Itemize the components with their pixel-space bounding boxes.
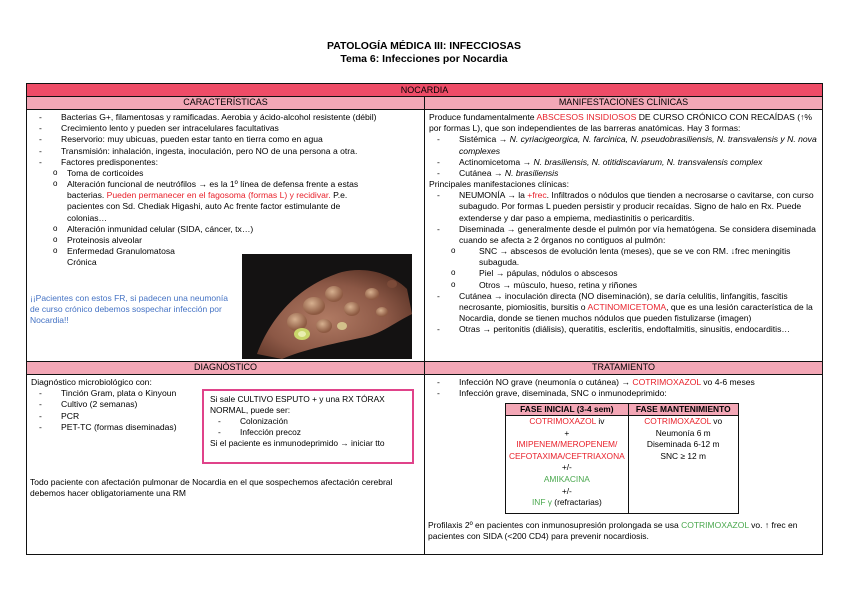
manifestaciones-cell [425,110,822,362]
list-item: - Tinción Gram, plata o Kinyoun [31,388,420,399]
callout-intro: Si sale CULTIVO ESPUTO + y una RX TÓRAX NORMAL, puede ser: [210,394,385,415]
callout-list [210,416,406,438]
list-item: - Reservorio: muy ubicuas, pueden estar tanto en tierra como en agua [31,134,420,145]
fr-warning-note: ¡¡Pacientes con estos FR, si padecen una neumonía de curso crónico debemos sospechar infección por Nocardia!! [30,293,228,326]
list-item: - Sistémica → N. cyriacigeorgica, N. farcinica, N. pseudobrasiliensis, N. transvalensis y N. nova complexes [429,134,818,156]
tratamiento-list [429,377,818,399]
list-item: - Infección precoz [210,427,406,438]
list-item: - Colonización [210,416,406,427]
nocardia-header: NOCARDIA [27,84,822,97]
list-item: - Cultivo (2 semanas) [31,399,420,410]
factores-label: Factores predisponentes: [61,156,158,167]
manifestaciones-intro: Produce fundamentalmente ABSCESOS INSIDIOSOS DE CURSO CRÓNICO CON RECAÍDAS (↑% por formas L), que son independientes de las barreras anatómicas. Hay 3 formas: [429,112,813,134]
mant-neumonia: Neumonía 6 m [655,427,711,438]
esputo-callout-box [202,389,414,464]
diagnostico-final-note: Todo paciente con afectación pulmonar de Nocardia en el que sospechemos afectación cerebral debemos hacer obligatoriamente una RM [30,477,393,499]
phase-inicial-cell [506,416,629,514]
document-subtitle: Tema 6: Infecciones por Nocardia [340,53,508,65]
list-item: o Toma de corticoides [31,168,420,179]
list-item: - NEUMONÍA → la +frec. Infiltrados o nódulos que tienden a necrosarse o cavitarse, con curso subagudo. Por formas L pueden persistir y producir recaídas. Signo de halo en Rx. Puede extenderse y dar paso a empiema, mediastinitis o pericarditis. [429,190,818,224]
caracteristicas-header: CARACTERÍSTICAS [27,97,425,110]
tratamiento-header: TRATAMIENTO [425,362,822,375]
diseminada-sub-list [429,246,818,291]
list-item: o Otros → músculo, hueso, retina y riñones [429,280,818,291]
list-item: - Cutánea → N. brasiliensis [429,168,818,179]
foot-actinomycetoma-image [242,254,412,359]
list-item: - Transmisión: inhalación, ingesta, inoculación, pero NO de una persona a otra. [31,146,420,157]
inicial-plus: + [564,427,570,438]
phase-header-inicial: FASE INICIAL (3-4 sem) [506,404,629,416]
phase-header-mantenimiento: FASE MANTENIMIENTO [628,404,738,416]
list-item: - PCR [31,411,420,422]
inicial-cotrimoxazol: COTRIMOXAZOL iv [529,416,605,426]
inicial-imipenem: IMIPENEM/MEROPENEM/ CEFOTAXIMA/CEFTRIAXONA [509,439,625,461]
list-item: - PET-TC (formas diseminadas) [31,422,420,433]
list-item: - Diseminada → generalmente desde el pulmón por vía hematógena. Se considera diseminada cuando se afecta ≥ 2 órganos no contiguos al pulmón: o SNC → abscesos de evolución lenta (meses), que se ve con RM. ↓frec meningitis subaguda. o Piel → pápulas, nódulos o abscesos o Otros → músculo, hueso, retina y riñones [429,224,818,291]
treatment-phases-table [505,403,739,514]
inicial-amikacina: AMIKACINA [543,473,590,484]
document-header [0,40,848,66]
mant-diseminada: Diseminada 6-12 m [646,439,720,450]
list-item: o SNC → abscesos de evolución lenta (meses), que se ve con RM. ↓frec meningitis subaguda. [429,246,818,268]
list-item: o Enfermedad Granulomatosa Crónica [31,246,201,268]
principales-label: Principales manifestaciones clínicas: [429,179,569,190]
list-item: - Bacterias G+, filamentosas y ramificadas. Aerobia y ácido-alcohol resistente (débil) [31,112,420,123]
phase-mantenimiento-cell [628,416,738,514]
inicial-inf: INF γ (refractarias) [531,497,602,508]
callout-outro: Si el paciente es inmunodeprimido → iniciar tto [210,437,385,448]
foot-lesion-picture [242,254,412,359]
list-item [31,157,420,269]
list-item: - Infección NO grave (neumonía o cutánea) → COTRIMOXAZOL vo 4-6 meses [429,377,818,388]
diagnostico-header: DIAGNÓSTICO [27,362,425,375]
list-item: - Otras → peritonitis (diálisis), queratitis, escleritis, endoftalmitis, sinusitis, endocarditis… [429,324,818,335]
mant-cotrimoxazol: COTRIMOXAZOL vo [644,416,723,426]
list-item: - Actinomicetoma → N. brasiliensis, N. otitidiscaviarum, N. transvalensis complex [429,157,818,168]
diagnostico-intro: Diagnóstico microbiológico con: [31,377,152,387]
inicial-plusminus: +/- [561,485,572,496]
list-item: o Alteración funcional de neutrófilos → es la 1º línea de defensa frente a estas bacterias. Pueden permanecer en el fagosoma (formas L) y recidivar. P.e. pacientes con Sd. Chediak Higashi, auto Ac frente factor estimulante de colonias… [31,179,420,224]
list-item: o Piel → pápulas, nódulos o abscesos [429,268,818,279]
list-item: - Cutánea → inoculación directa (NO diseminación), se daría celulitis, linfangitis, fascitis necrosante, piomiositis, bursitis o ACTINOMICETOMA, que es una lesión característica de la Nocardia, donde se tienen muchos nódulos que pueden fistulizarse (imagen) [429,291,818,325]
manifestaciones-list [429,190,818,335]
caracteristicas-list [31,112,420,268]
mant-snc: SNC ≥ 12 m [660,450,706,461]
profilaxis-note: Profilaxis 2º en pacientes con inmunosupresión prolongada se usa COTRIMOXAZOL vo. ↑ frec en pacientes con SIDA (<200 CD4) para prevenir nocardiosis. [428,520,798,542]
document-title: PATOLOGÍA MÉDICA III: INFECCIOSAS [326,40,522,52]
list-item: o Proteinosis alveolar [31,235,420,246]
list-item: - Crecimiento lento y pueden ser intracelulares facultativas [31,123,420,134]
manifestaciones-header: MANIFESTACIONES CLÍNICAS [425,97,822,110]
list-item: - Infección grave, diseminada, SNC o inmunodeprimido: [429,388,818,399]
list-item: o Alteración inmunidad celular (SIDA, cáncer, tx…) [31,224,420,235]
inicial-plusminus: +/- [561,462,572,473]
formas-list [429,134,818,179]
